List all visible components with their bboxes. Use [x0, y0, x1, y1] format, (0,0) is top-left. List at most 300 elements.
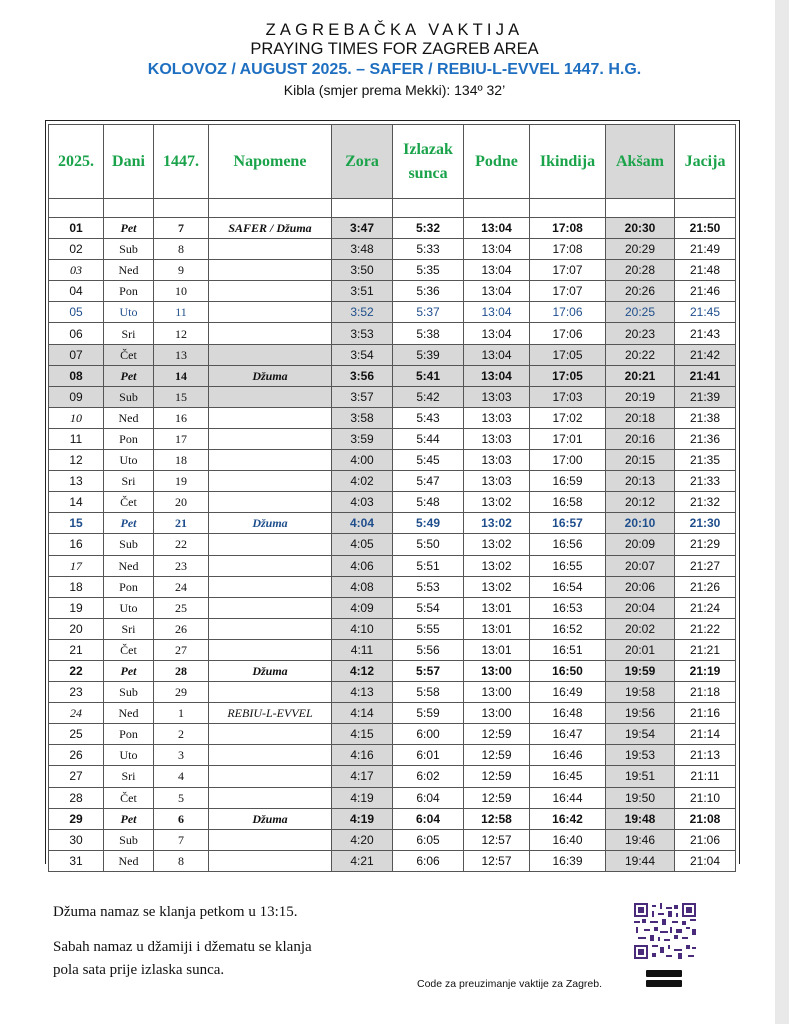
cell-podne: 13:04: [464, 302, 530, 323]
cell-day: Pon: [104, 576, 154, 597]
cell-podne: 12:59: [464, 724, 530, 745]
cell-ikindija: 16:45: [530, 766, 606, 787]
cell-zora: 3:56: [332, 365, 393, 386]
cell-izlazak: 6:04: [393, 808, 464, 829]
cell-jacija: 21:50: [675, 218, 736, 239]
cell-hijri: 16: [154, 407, 209, 428]
cell-podne: 12:59: [464, 766, 530, 787]
cell-aksam: 20:21: [606, 365, 675, 386]
cell-podne: 12:59: [464, 745, 530, 766]
cell-podne: 13:02: [464, 576, 530, 597]
table-row: [49, 555, 736, 576]
cell-hijri: 18: [154, 450, 209, 471]
cell-hijri: 29: [154, 682, 209, 703]
cell-note: [209, 576, 332, 597]
cell-date: 08: [49, 365, 104, 386]
cell-date: 30: [49, 829, 104, 850]
cell-zora: 4:11: [332, 639, 393, 660]
cell-hijri: 27: [154, 639, 209, 660]
cell-aksam: 20:30: [606, 218, 675, 239]
cell-zora: 4:10: [332, 618, 393, 639]
cell-note: [209, 745, 332, 766]
cell-aksam: 20:18: [606, 407, 675, 428]
cell-izlazak: 5:55: [393, 618, 464, 639]
page-subtitle: PRAYING TIMES FOR ZAGREB AREA: [250, 40, 539, 58]
cell-day: Pet: [104, 218, 154, 239]
cell-podne: 13:04: [464, 323, 530, 344]
cell-zora: 3:50: [332, 260, 393, 281]
cell-zora: 4:17: [332, 766, 393, 787]
cell-note: [209, 597, 332, 618]
cell-aksam: 20:29: [606, 239, 675, 260]
cell-ikindija: 16:57: [530, 513, 606, 534]
cell-podne: 13:04: [464, 365, 530, 386]
cell-zora: 4:13: [332, 682, 393, 703]
cell-note: [209, 492, 332, 513]
footer-note-2: Sabah namaz u džamiji i džematu se klanja: [53, 939, 312, 955]
cell-note: [209, 450, 332, 471]
cell-hijri: 22: [154, 534, 209, 555]
cell-izlazak: 6:06: [393, 850, 464, 871]
cell-hijri: 20: [154, 492, 209, 513]
cell-ikindija: 17:01: [530, 428, 606, 449]
cell-ikindija: 17:06: [530, 323, 606, 344]
cell-day: Pet: [104, 660, 154, 681]
cell-aksam: 20:19: [606, 386, 675, 407]
cell-podne: 13:01: [464, 639, 530, 660]
cell-note: [209, 829, 332, 850]
prayer-times-table: [48, 124, 736, 872]
cell-izlazak: 5:54: [393, 597, 464, 618]
cell-podne: 13:03: [464, 428, 530, 449]
cell-podne: 13:02: [464, 492, 530, 513]
cell-ikindija: 16:52: [530, 618, 606, 639]
cell-day: Ned: [104, 703, 154, 724]
cell-jacija: 21:49: [675, 239, 736, 260]
cell-jacija: 21:36: [675, 428, 736, 449]
cell-hijri: 26: [154, 618, 209, 639]
cell-date: 17: [49, 555, 104, 576]
cell-izlazak: 5:39: [393, 344, 464, 365]
table-row: [49, 386, 736, 407]
cell-ikindija: 16:56: [530, 534, 606, 555]
cell-day: Ned: [104, 407, 154, 428]
cell-hijri: 3: [154, 745, 209, 766]
cell-izlazak: 5:44: [393, 428, 464, 449]
table-row: [49, 407, 736, 428]
cell-hijri: 1: [154, 703, 209, 724]
cell-date: 22: [49, 660, 104, 681]
cell-date: 28: [49, 787, 104, 808]
cell-note: [209, 850, 332, 871]
cell-jacija: 21:13: [675, 745, 736, 766]
cell-izlazak: 5:48: [393, 492, 464, 513]
table-row: [49, 281, 736, 302]
cell-date: 07: [49, 344, 104, 365]
qr-caption: Code za preuzimanje vaktije za Zagreb.: [417, 978, 603, 990]
cell-day: Pet: [104, 365, 154, 386]
cell-ikindija: 17:05: [530, 365, 606, 386]
cell-day: Sub: [104, 386, 154, 407]
cell-zora: 3:51: [332, 281, 393, 302]
cell-hijri: 14: [154, 365, 209, 386]
cell-zora: 4:05: [332, 534, 393, 555]
cell-jacija: 21:38: [675, 407, 736, 428]
cell-ikindija: 16:49: [530, 682, 606, 703]
cell-jacija: 21:14: [675, 724, 736, 745]
cell-ikindija: 16:58: [530, 492, 606, 513]
cell-hijri: 11: [154, 302, 209, 323]
cell-jacija: 21:41: [675, 365, 736, 386]
cell-aksam: 20:15: [606, 450, 675, 471]
cell-day: Ned: [104, 850, 154, 871]
cell-jacija: 21:08: [675, 808, 736, 829]
cell-zora: 4:21: [332, 850, 393, 871]
cell-zora: 4:03: [332, 492, 393, 513]
cell-hijri: 10: [154, 281, 209, 302]
cell-hijri: 12: [154, 323, 209, 344]
cell-date: 18: [49, 576, 104, 597]
cell-note: REBIU-L-EVVEL: [209, 703, 332, 724]
table-row: [49, 428, 736, 449]
cell-podne: 13:01: [464, 618, 530, 639]
cell-podne: 13:04: [464, 239, 530, 260]
month-line: KOLOVOZ / AUGUST 2025. – SAFER / REBIU-L-EVVEL 1447. H.G.: [147, 61, 642, 78]
cell-date: 03: [49, 260, 104, 281]
table-row: [49, 492, 736, 513]
cell-podne: 13:03: [464, 471, 530, 492]
cell-day: Uto: [104, 745, 154, 766]
cell-hijri: 4: [154, 766, 209, 787]
footer-note-3: pola sata prije izlaska sunca.: [53, 962, 225, 978]
cell-date: 05: [49, 302, 104, 323]
cell-podne: 12:59: [464, 787, 530, 808]
cell-aksam: 20:06: [606, 576, 675, 597]
cell-podne: 13:04: [464, 281, 530, 302]
cell-day: Sub: [104, 829, 154, 850]
cell-aksam: 19:48: [606, 808, 675, 829]
qr-code-icon[interactable]: [634, 903, 696, 959]
cell-day: Čet: [104, 492, 154, 513]
table-row: [49, 450, 736, 471]
cell-jacija: 21:46: [675, 281, 736, 302]
cell-hijri: 8: [154, 850, 209, 871]
cell-date: 20: [49, 618, 104, 639]
cell-hijri: 19: [154, 471, 209, 492]
cell-izlazak: 5:56: [393, 639, 464, 660]
cell-zora: 4:06: [332, 555, 393, 576]
cell-note: [209, 407, 332, 428]
cell-jacija: 21:48: [675, 260, 736, 281]
cell-hijri: 25: [154, 597, 209, 618]
table-row: [49, 302, 736, 323]
cell-jacija: 21:26: [675, 576, 736, 597]
cell-izlazak: 6:00: [393, 724, 464, 745]
cell-podne: 13:02: [464, 555, 530, 576]
cell-date: 12: [49, 450, 104, 471]
cell-note: Džuma: [209, 365, 332, 386]
cell-zora: 4:20: [332, 829, 393, 850]
table-row: [49, 576, 736, 597]
cell-zora: 4:19: [332, 808, 393, 829]
cell-aksam: 19:54: [606, 724, 675, 745]
cell-zora: 4:00: [332, 450, 393, 471]
cell-aksam: 20:16: [606, 428, 675, 449]
cell-ikindija: 16:55: [530, 555, 606, 576]
table-row: [49, 323, 736, 344]
cell-note: SAFER / Džuma: [209, 218, 332, 239]
table-row: [49, 766, 736, 787]
cell-ikindija: 16:46: [530, 745, 606, 766]
cell-jacija: 21:16: [675, 703, 736, 724]
cell-ikindija: 16:42: [530, 808, 606, 829]
cell-aksam: 19:59: [606, 660, 675, 681]
cell-ikindija: 17:00: [530, 450, 606, 471]
cell-ikindija: 16:50: [530, 660, 606, 681]
cell-date: 29: [49, 808, 104, 829]
cell-zora: 3:59: [332, 428, 393, 449]
cell-ikindija: 16:40: [530, 829, 606, 850]
cell-izlazak: 5:38: [393, 323, 464, 344]
cell-jacija: 21:24: [675, 597, 736, 618]
cell-jacija: 21:06: [675, 829, 736, 850]
cell-jacija: 21:43: [675, 323, 736, 344]
cell-note: [209, 471, 332, 492]
col-podne: Podne: [464, 125, 530, 199]
cell-day: Uto: [104, 597, 154, 618]
cell-note: [209, 281, 332, 302]
cell-podne: 12:57: [464, 850, 530, 871]
cell-ikindija: 17:05: [530, 344, 606, 365]
cell-aksam: 19:51: [606, 766, 675, 787]
cell-aksam: 20:01: [606, 639, 675, 660]
cell-day: Sri: [104, 323, 154, 344]
cell-date: 27: [49, 766, 104, 787]
cell-note: [209, 766, 332, 787]
cell-zora: 3:58: [332, 407, 393, 428]
cell-aksam: 20:09: [606, 534, 675, 555]
cell-aksam: 20:07: [606, 555, 675, 576]
cell-podne: 13:00: [464, 682, 530, 703]
cell-ikindija: 17:08: [530, 239, 606, 260]
cell-jacija: 21:29: [675, 534, 736, 555]
cell-date: 31: [49, 850, 104, 871]
table-row: [49, 471, 736, 492]
page-header: [0, 20, 789, 100]
cell-date: 11: [49, 428, 104, 449]
cell-aksam: 20:12: [606, 492, 675, 513]
footer-note-1: Džuma namaz se klanja petkom u 13:15.: [53, 904, 298, 920]
cell-zora: 4:19: [332, 787, 393, 808]
cell-izlazak: 5:36: [393, 281, 464, 302]
cell-day: Čet: [104, 639, 154, 660]
cell-aksam: 20:10: [606, 513, 675, 534]
cell-izlazak: 5:59: [393, 703, 464, 724]
col-notes: Napomene: [209, 125, 332, 199]
cell-note: [209, 239, 332, 260]
cell-izlazak: 5:49: [393, 513, 464, 534]
cell-hijri: 17: [154, 428, 209, 449]
cell-day: Pon: [104, 428, 154, 449]
table-row: [49, 365, 736, 386]
cell-day: Sub: [104, 239, 154, 260]
cell-jacija: 21:33: [675, 471, 736, 492]
cell-zora: 4:16: [332, 745, 393, 766]
table-row: [49, 344, 736, 365]
cell-hijri: 28: [154, 660, 209, 681]
cell-ikindija: 16:51: [530, 639, 606, 660]
cell-zora: 4:04: [332, 513, 393, 534]
cell-zora: 3:53: [332, 323, 393, 344]
cell-date: 16: [49, 534, 104, 555]
cell-izlazak: 5:37: [393, 302, 464, 323]
cell-podne: 13:04: [464, 344, 530, 365]
col-ikindija: Ikindija: [530, 125, 606, 199]
cell-jacija: 21:27: [675, 555, 736, 576]
cell-note: [209, 428, 332, 449]
cell-date: 24: [49, 703, 104, 724]
cell-note: [209, 386, 332, 407]
qibla-line: Kibla (smjer prema Mekki): 134º 32’: [283, 82, 506, 98]
cell-date: 19: [49, 597, 104, 618]
table-row: [49, 745, 736, 766]
cell-zora: 3:47: [332, 218, 393, 239]
cell-izlazak: 5:42: [393, 386, 464, 407]
cell-hijri: 6: [154, 808, 209, 829]
cell-aksam: 20:28: [606, 260, 675, 281]
cell-date: 21: [49, 639, 104, 660]
cell-ikindija: 17:07: [530, 260, 606, 281]
cell-podne: 13:00: [464, 703, 530, 724]
col-year: 2025.: [49, 125, 104, 199]
cell-zora: 3:57: [332, 386, 393, 407]
cell-aksam: 19:56: [606, 703, 675, 724]
cell-podne: 13:02: [464, 513, 530, 534]
cell-podne: 13:03: [464, 450, 530, 471]
cell-jacija: 21:19: [675, 660, 736, 681]
table-row: [49, 724, 736, 745]
table-row: [49, 260, 736, 281]
cell-hijri: 15: [154, 386, 209, 407]
cell-day: Ned: [104, 555, 154, 576]
table-row: [49, 808, 736, 829]
cell-izlazak: 6:01: [393, 745, 464, 766]
cell-note: [209, 323, 332, 344]
col-izlazak: Izlazak sunca: [393, 125, 464, 199]
cell-zora: 4:09: [332, 597, 393, 618]
cell-aksam: 20:02: [606, 618, 675, 639]
cell-izlazak: 5:47: [393, 471, 464, 492]
table-row: [49, 597, 736, 618]
cell-hijri: 24: [154, 576, 209, 597]
cell-podne: 13:04: [464, 218, 530, 239]
cell-hijri: 9: [154, 260, 209, 281]
cell-ikindija: 16:53: [530, 597, 606, 618]
cell-note: [209, 724, 332, 745]
cell-jacija: 21:11: [675, 766, 736, 787]
cell-ikindija: 16:39: [530, 850, 606, 871]
cell-aksam: 19:53: [606, 745, 675, 766]
cell-date: 23: [49, 682, 104, 703]
table-row: [49, 618, 736, 639]
cell-note: Džuma: [209, 808, 332, 829]
cell-date: 13: [49, 471, 104, 492]
cell-day: Sri: [104, 766, 154, 787]
cell-day: Pon: [104, 281, 154, 302]
cell-day: Sub: [104, 682, 154, 703]
cell-podne: 13:03: [464, 407, 530, 428]
cell-note: Džuma: [209, 660, 332, 681]
table-row: [49, 660, 736, 681]
col-aksam: Akšam: [606, 125, 675, 199]
cell-hijri: 23: [154, 555, 209, 576]
cell-aksam: 20:22: [606, 344, 675, 365]
table-row: [49, 682, 736, 703]
google-play-badge-icon[interactable]: [646, 970, 682, 977]
cell-date: 10: [49, 407, 104, 428]
cell-note: [209, 618, 332, 639]
cell-jacija: 21:45: [675, 302, 736, 323]
cell-hijri: 21: [154, 513, 209, 534]
cell-note: [209, 555, 332, 576]
cell-aksam: 19:58: [606, 682, 675, 703]
cell-jacija: 21:18: [675, 682, 736, 703]
table-row: [49, 513, 736, 534]
cell-ikindija: 17:02: [530, 407, 606, 428]
cell-note: Džuma: [209, 513, 332, 534]
cell-podne: 13:02: [464, 534, 530, 555]
cell-podne: 12:58: [464, 808, 530, 829]
cell-podne: 13:01: [464, 597, 530, 618]
cell-aksam: 20:25: [606, 302, 675, 323]
cell-date: 26: [49, 745, 104, 766]
cell-ikindija: 16:44: [530, 787, 606, 808]
cell-aksam: 20:23: [606, 323, 675, 344]
cell-zora: 4:15: [332, 724, 393, 745]
cell-jacija: 21:10: [675, 787, 736, 808]
cell-note: [209, 302, 332, 323]
spacer-row: [49, 199, 736, 218]
page-title: ZAGREBAČKA VAKTIJA: [265, 21, 524, 39]
cell-hijri: 13: [154, 344, 209, 365]
table-row: [49, 639, 736, 660]
cell-izlazak: 5:41: [393, 365, 464, 386]
cell-note: [209, 344, 332, 365]
cell-day: Čet: [104, 344, 154, 365]
cell-zora: 4:08: [332, 576, 393, 597]
cell-jacija: 21:42: [675, 344, 736, 365]
cell-podne: 13:04: [464, 260, 530, 281]
cell-izlazak: 6:04: [393, 787, 464, 808]
cell-date: 02: [49, 239, 104, 260]
cell-ikindija: 16:59: [530, 471, 606, 492]
cell-zora: 3:52: [332, 302, 393, 323]
table-row: [49, 829, 736, 850]
cell-ikindija: 17:07: [530, 281, 606, 302]
cell-zora: 3:48: [332, 239, 393, 260]
table-row: [49, 218, 736, 239]
page-edge: [775, 0, 789, 1024]
cell-note: [209, 787, 332, 808]
cell-day: Uto: [104, 302, 154, 323]
app-store-badge-icon[interactable]: [646, 980, 682, 987]
cell-aksam: 20:04: [606, 597, 675, 618]
cell-day: Sub: [104, 534, 154, 555]
cell-izlazak: 5:45: [393, 450, 464, 471]
cell-jacija: 21:32: [675, 492, 736, 513]
cell-jacija: 21:22: [675, 618, 736, 639]
cell-izlazak: 6:05: [393, 829, 464, 850]
